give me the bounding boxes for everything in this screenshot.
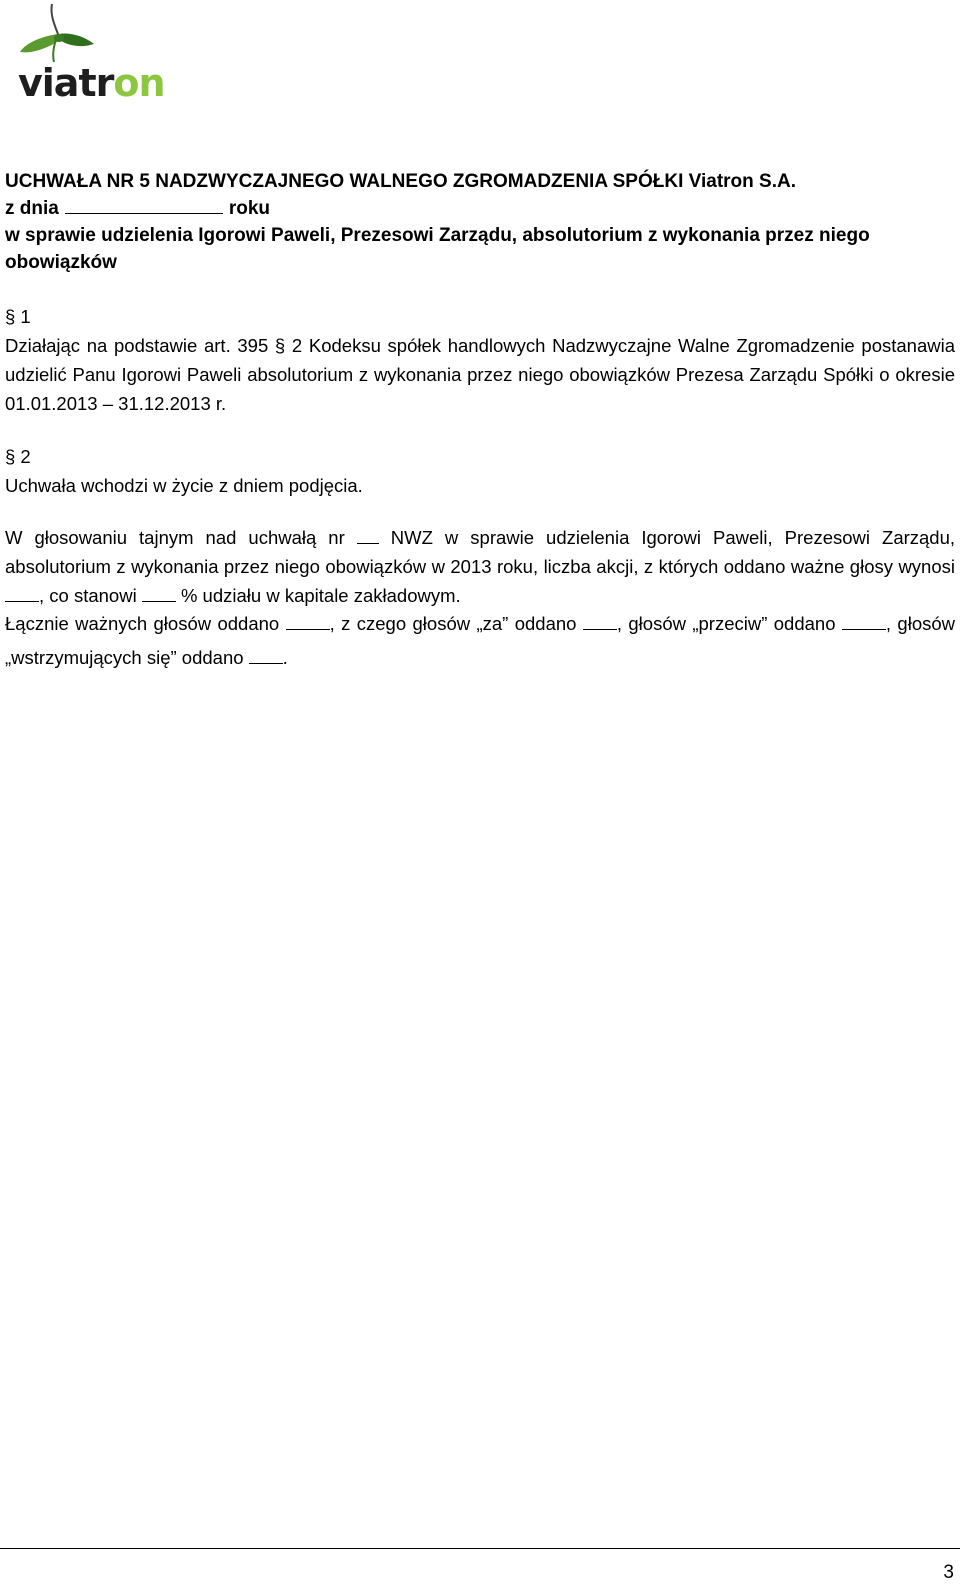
- footer-divider: [0, 1548, 960, 1549]
- page-number: 3: [943, 1562, 954, 1583]
- heading-line-3: w sprawie udzielenia Igorowi Paweli, Prezesowi Zarządu, absolutorium z wykonania przez niego: [5, 225, 870, 246]
- votes-text: , z czego głosów „za” oddano: [329, 613, 577, 634]
- valid-votes-blank: [286, 614, 330, 630]
- resolution-number-blank: [357, 528, 379, 544]
- percent-blank: [142, 586, 176, 602]
- votes-for-blank: [583, 614, 617, 630]
- section-1-text: Działając na podstawie art. 395 § 2 Kodeksu spółek handlowych Nadzwyczajne Walne Zgromadzenie postanawia udzielić Panu Igorowi Paweli absolutorium z wykonania przez niego obowiązków Prezesa Zarządu Spółki o okresie 01.01.2013 – 31.12.2013 r.: [5, 335, 955, 414]
- section-2-text: Uchwała wchodzi w życie z dniem podjęcia.: [5, 475, 363, 496]
- logo-word-part: on: [113, 61, 165, 105]
- voting-text: % udziału w kapitale zakładowym.: [180, 585, 461, 606]
- votes-text: .: [282, 647, 288, 668]
- heading-line-1: UCHWAŁA NR 5 NADZWYCZAJNEGO WALNEGO ZGROMADZENIA SPÓŁKI Viatron S.A.: [5, 171, 796, 192]
- section-2-mark: § 2: [5, 446, 31, 467]
- voting-text: , co stanowi: [39, 585, 137, 606]
- date-suffix: roku: [228, 198, 271, 219]
- voting-paragraph: [5, 523, 955, 610]
- logo-word-part: tr: [78, 61, 114, 105]
- resolution-heading: [5, 168, 955, 276]
- votes-text: , głosów „przeciw” oddano: [616, 613, 836, 634]
- votes-abstain-blank: [249, 648, 283, 664]
- heading-line-2: [5, 195, 955, 222]
- votes-against-blank: [842, 614, 886, 630]
- heading-line-4: obowiązków: [5, 252, 117, 273]
- logo-wordmark: [18, 61, 165, 105]
- votes-text: , głosów „wstrzymujących się” oddano: [5, 613, 956, 668]
- company-logo: [14, 0, 184, 110]
- votes-summary-paragraph: [5, 607, 955, 675]
- voting-text: W głosowaniu tajnym nad uchwałą nr: [5, 527, 345, 548]
- maple-seed-icon: [14, 0, 184, 70]
- votes-text: Łącznie ważnych głosów oddano: [5, 613, 280, 634]
- section-1-mark: § 1: [5, 306, 31, 327]
- shares-count-blank: [5, 586, 39, 602]
- date-prefix: z dnia: [5, 198, 59, 219]
- logo-word-part: via: [18, 61, 79, 105]
- voting-text: NWZ w sprawie udzielenia Igorowi Paweli, Prezesowi Zarządu, absolutorium z wykonania przez niego obowiązków w 2013 roku, liczba akcji, z których oddano ważne głosy wynosi: [5, 527, 956, 577]
- date-blank: [65, 196, 223, 214]
